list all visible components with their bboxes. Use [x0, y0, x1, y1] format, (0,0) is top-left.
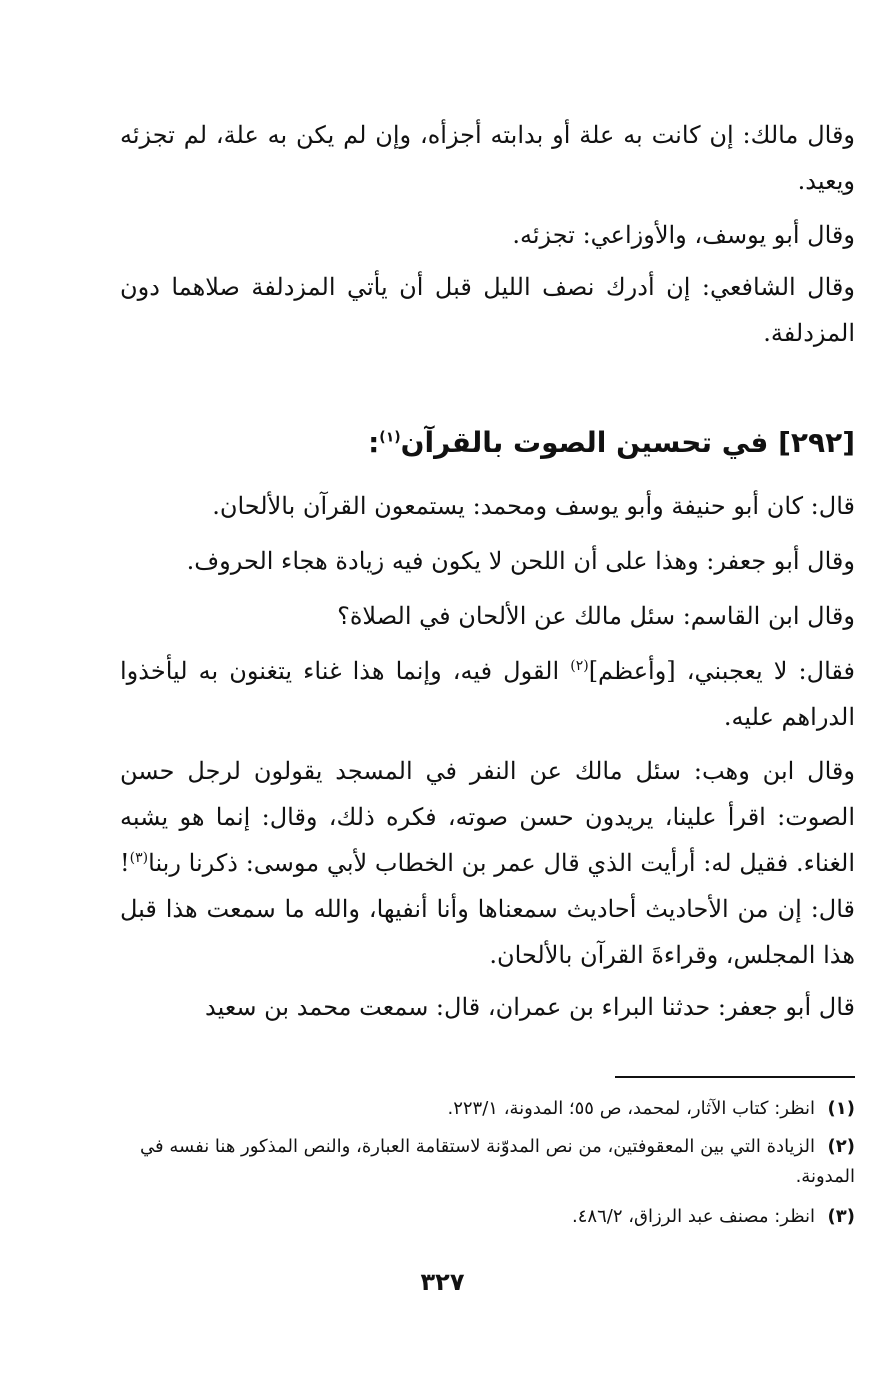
footnote-2: [125, 1132, 855, 1192]
paragraph-ibn-wahb: [120, 748, 855, 978]
paragraph-faqal: [120, 648, 855, 740]
section-title-colon: :: [368, 426, 380, 459]
footnote-1: [125, 1094, 855, 1124]
footnote-ref-1: (١): [379, 429, 401, 446]
paragraph-malik: وقال مالك: إن كانت به علة أو بدابته أجزأه، وإن لم يكن به علة، لم تجزئه ويعيد.: [120, 121, 856, 195]
paragraph-faqal-text-2: القول فيه، وإنما هذا غناء يتغنون به ليأخذوا الدراهم عليه.: [120, 657, 855, 731]
footnote-3: [125, 1202, 855, 1232]
footnote-ref-2: (٢): [570, 658, 589, 674]
paragraph-abu-jafar: وقال أبو جعفر: وهذا على أن اللحن لا يكون فيه زيادة هجاء الحروف.: [186, 547, 855, 575]
section-title: في تحسين الصوت بالقرآن: [400, 426, 769, 459]
paragraph-ibn-qasim: وقال ابن القاسم: سئل مالك عن الألحان في الصلاة؟: [337, 602, 855, 630]
section-number: [٢٩٢]: [778, 426, 855, 459]
footnote-text: انظر: مصنف عبد الرزاق، ٤٨٦/٢.: [572, 1206, 815, 1227]
footnote-number: (٣): [827, 1206, 855, 1227]
page-number: ٣٢٧: [420, 1268, 465, 1296]
paragraph-abu-hanifa: قال: كان أبو حنيفة وأبو يوسف ومحمد: يستمعون القرآن بالألحان.: [212, 492, 855, 520]
footnote-number: (١): [827, 1098, 855, 1119]
paragraph-bara: قال أبو جعفر: حدثنا البراء بن عمران، قال: سمعت محمد بن سعيد: [204, 993, 855, 1021]
footnote-text: انظر: كتاب الآثار، لمحمد، ص ٥٥؛ المدونة، ٢٢٣/١.: [447, 1098, 815, 1119]
footnote-ref-3: (٣): [129, 850, 149, 866]
footnote-divider: [615, 1076, 855, 1078]
section-heading: [115, 418, 855, 468]
paragraph-shafii: وقال الشافعي: إن أدرك نصف الليل قبل أن يأتي المزدلفة صلاهما دون المزدلفة.: [120, 273, 855, 347]
footnote-number: (٢): [827, 1136, 855, 1157]
paragraph-faqal-text-1: فقال: لا يعجبني، [وأعظم]: [588, 657, 856, 685]
footnote-text: الزيادة التي بين المعقوفتين، من نص المدوّنة لاستقامة العبارة، والنص المذكور هنا نفسه في المدونة.: [140, 1136, 855, 1187]
paragraph-ibn-wahb-text-1: وقال ابن وهب: سئل مالك عن النفر في المسجد يقولون لرجل حسن الصوت: اقرأ علينا، يريدون حسن صوته، فكره ذلك، وقال: إنما هو يشبه الغناء. فقيل له: أرأيت الذي قال عمر بن الخطاب لأبي موسى: ذكرنا ربنا: [120, 757, 855, 877]
paragraph-abu-yusuf: وقال أبو يوسف، والأوزاعي: تجزئه.: [512, 221, 855, 249]
paragraph-ibn-wahb-text-2: ! قال: إن من الأحاديث أحاديث سمعناها وأنا أنفيها، والله ما سمعت هذا قبل هذا المجلس، وقراءةَ القرآن بالألحان.: [120, 849, 855, 969]
